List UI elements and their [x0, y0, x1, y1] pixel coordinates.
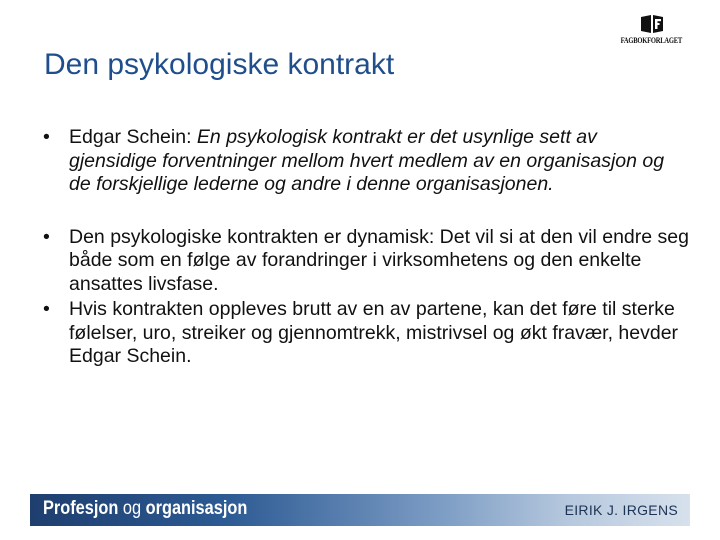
page-title: Den psykologiske kontrakt — [44, 48, 395, 81]
bullet-marker: • — [43, 298, 50, 320]
bullet-item — [40, 126, 690, 197]
book-logo-icon — [640, 14, 664, 34]
bullet-marker: • — [43, 225, 50, 248]
publisher-logo — [614, 14, 688, 50]
footer-title-part: Profesjon — [43, 498, 119, 519]
bullet-item — [40, 298, 690, 369]
logo-text: FAGBOKFORLAGET — [620, 36, 682, 45]
footer-book-title — [43, 498, 247, 520]
bullet-text: Hvis kontrakten oppleves brutt av en av partene, kan det føre til sterke følelser, uro, streiker og gjennomtrekk, mistrivsel og økt fravær, hevder Edgar Schein. — [69, 298, 679, 367]
footer-band — [30, 494, 690, 526]
bullet-lead: Edgar Schein: — [69, 126, 197, 148]
footer-title-part: og — [118, 498, 146, 519]
bullet-item — [40, 226, 690, 297]
bullet-marker: • — [43, 126, 50, 148]
bullet-text: Den psykologiske kontrakten er dynamisk: Det vil si at den vil endre seg både som en følge av forandringer i virksomhetens og den enkelte ansattes livsfase. — [69, 225, 689, 295]
footer-author: EIRIK J. IRGENS — [564, 502, 678, 518]
bullet-quote: En psykologisk kontrakt er det usynlige sett av gjensidige forventninger mellom hvert medlem av en organisasjon og de forskjellige lederne og andre i denne organisasjonen. — [69, 126, 665, 195]
bullet-list — [40, 126, 690, 369]
footer-title-part: organisasjon — [145, 498, 248, 519]
